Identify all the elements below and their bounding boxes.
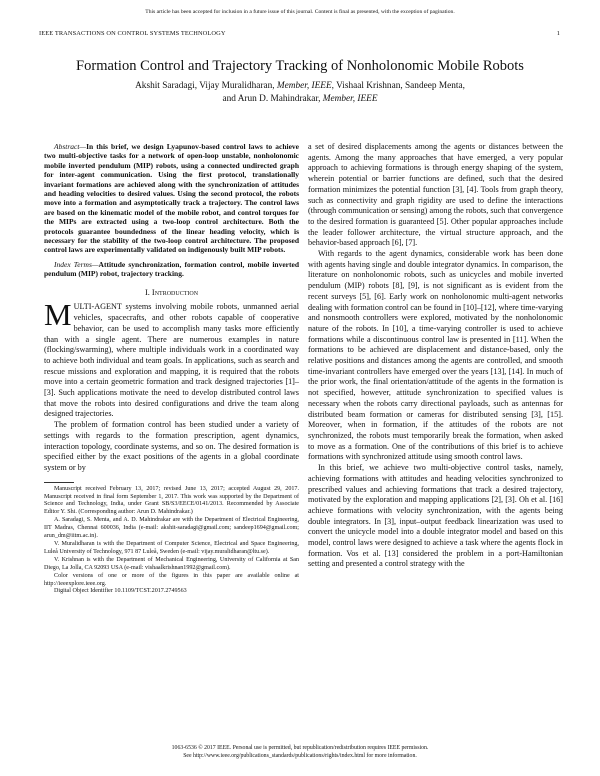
right-paragraph-1: a set of desired displacements among the agents or distances between the agents. Among the many approaches that have emerged, a very popular approach to achieving formations is through energy shaping of the system, wherein potential or barrier functions are defined, such that the desired formation minimizes the potential function [3], [4]. Tools from graph theory, such as connectivity and graph rigidity are used to define the interactions (through communication or sensing) among the robots, such that convergence to the desired formation is guaranteed [5]. Other popular approaches include the leader follower architecture, the virtual structure approach, and the behavior-based approach [6], [7]. (308, 142, 563, 248)
footnote: Color versions of one or more of the figures in this paper are available online at http://ieeexplore.ieee.org. (44, 572, 299, 587)
drop-cap: M (44, 297, 72, 333)
footnote: V. Muralidharan is with the Department of Computer Science, Electrical and Space Engineering, Luleå University of Technology, 971 87 Luleå, Sweden (e-mail: vijay.muralidharan@ltu.se). (44, 540, 299, 555)
footnotes (44, 486, 299, 597)
footnote-rule (44, 482, 74, 483)
acceptance-note: This article has been accepted for inclusion in a future issue of this journal. Content is final as presented, with the exception of pagination. (145, 9, 455, 15)
author-list: Akshit Saradagi, Vijay Muralidharan, Member, IEEE, Vishaal Krishnan, Sandeep Menta, and Arun D. Mahindrakar, Member, IEEE (135, 81, 465, 104)
page-number: 1 (556, 30, 560, 37)
abstract: Abstract—In this brief, we design Lyapunov-based control laws to achieve two multi-objective tasks for a network of open-loop unstable, nonholonomic mobile inverted pendulum (MIP) robots, using a connected undirected graph for inter-agent communication. Using the first protocol, translationally invariant formations are achieved along with the synchronization of attitudes and heading velocities to desired values. Using the second protocol, the robots move into a formation and asymptotically track a trajectory. The control laws are based on the kinematic model of the mobile robot, and control torques for the MIPs are extracted using a two-loop control architecture. Both the protocols guarantee boundedness of the linear heading velocity, which is necessary for the stability of the two-loop control architecture. The proposed control laws are experimentally validated on indigenously built MIP robots. (44, 142, 299, 255)
journal-name: IEEE TRANSACTIONS ON CONTROL SYSTEMS TECHNOLOGY (39, 30, 226, 37)
index-terms: Index Terms—Attitude synchronization, formation control, mobile inverted pendulum (MIP) robot, trajectory tracking. (44, 259, 299, 279)
footnote: Digital Object Identifier 10.1109/TCST.2017.2749563 (54, 588, 187, 595)
footnote: A. Saradagi, S. Menta, and A. D. Mahindrakar are with the Department of Electrical Engineering, IIT Madras, Chennai 600036, India (e-mail: akshit-saradagi@gmail.com; sandeep1694@gmail.com; arun_dm@iitm.ac.in). (44, 517, 299, 540)
left-column (44, 142, 299, 596)
footnote: Manuscript received February 13, 2017; revised June 13, 2017; accepted August 29, 2017. Manuscript received in final form September 1, 2017. This work was supported by the Department of Science and Technology, India, under Grant SB/S3/EECE/0141/2013. Recommended by Associate Editor Y. Shi. (Corresponding author: Arun D. Mahindrakar.) (44, 485, 299, 516)
intro-paragraph-1: MULTI-AGENT systems involving mobile robots, unmanned aerial vehicles, spacecrafts, and other robots capable of cooperative behavior, can be used to accomplish many tasks more efficiently than with a single agent. There are numerous examples in nature (flocking/swarming), where multiple individuals work in a coordinated way to achieve both individual and team goals. In applications, such as search and rescue missions and exploration and mapping, it is required that the robots move into a certain geometric formation and track designed trajectories [1]–[3]. Such applications motivate the need to develop distributed control laws that move the robots into desired configurations and drive the team along designed trajectories. (44, 297, 299, 419)
right-column (308, 142, 563, 570)
paper-title: Formation Control and Trajectory Tracking of Nonholonomic Mobile Robots (76, 58, 524, 74)
footnote: V. Krishnan is with the Department of Mechanical Engineering, University of California at San Diego, La Jolla, CA 92093 USA (e-mail: vishaalkrishnan1992@gmail.com). (44, 556, 299, 571)
copyright-notice: 1063-6536 © 2017 IEEE. Personal use is permitted, but republication/redistribution requires IEEE permission. See http://www.ieee.org/publications_standards/publications/rights/index.html for more information. (171, 745, 429, 759)
right-paragraph-2: With regards to the agent dynamics, considerable work has been done with agents having single and double integrator dynamics. In comparison, the literature on nonholonomic robots, such as unicycles and mobile inverted pendulum (MIP) robots [8], [9], is not significant as is evident from the recent surveys [5], [6]. Early work on nonholonomic multi-agent networks dealing with formation control can be found in [10]–[12], where time-varying and nonsmooth controllers were explored, motivated by the nonholonomic nature of the robots. In [10], a time-varying controller is used to achieve formations while a discontinuous control law is presented in [11]. When the formations to be achieved are displacement and distance-based, only the relative positions and distances among the agents are controlled, and smooth time-invariant controllers have emerged over the years [13], [14]. In much of the prior work, the final orientation/attitude of the agents in the formation is not specified, however, attitude synchronization to specified values is necessary when the robots carry directional payloads, such as antennas for distributed beam formation or cameras for distributed sensing [3], [15]. Moreover, when in formation, if the attitudes of the robots are not synchronized, the robots must temporarily break the formation, when asked to move as a formation. One of the contributions of this brief is to achieve formations with synchronized attitude using smooth control laws. (308, 249, 563, 462)
section-heading: I. Introduction (144, 287, 199, 297)
running-head (39, 30, 560, 39)
intro-paragraph-2: The problem of formation control has been studied under a variety of settings with regards to the formation prescription, agent dynamics, interaction topology, coordinate systems, and so on. The desired formation is specified either by the exact positions of the agents in a global coordinate system or by (44, 420, 299, 472)
right-paragraph-3: In this brief, we achieve two multi-objective control tasks, namely, achieving formations with attitudes and heading velocities synchronized to prescribed values and achieving formations that track a desired trajectory, motivated by the exploration and mapping applications [2], [3]. Oh et al. [16] achieve formations with velocity synchronization, with the agents being double integrators. In [3], input–output feedback linearization was used to convert the unicycle model into a double integrator model and based on this model, control laws were designed to achieve a task where the agents flock in formation. Vos et al. [13] considered the problem in a port-Hamiltonian setting and presented a control strategy with the (308, 463, 563, 569)
